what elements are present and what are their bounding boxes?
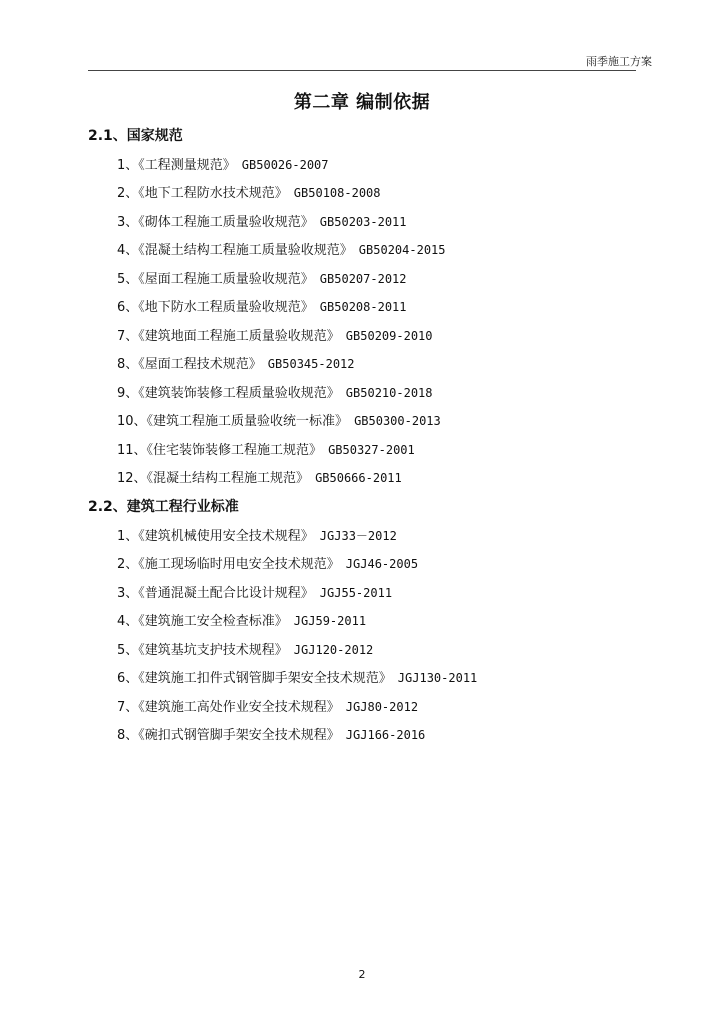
standard-code: GB50209-2010 — [345, 328, 433, 343]
item-number: 3、 — [117, 585, 139, 601]
list-item — [88, 407, 446, 436]
item-number: 1、 — [117, 157, 139, 173]
standard-code: GB50327-2001 — [328, 442, 415, 457]
item-number: 2、 — [117, 186, 139, 201]
standard-code: GB50203-2011 — [319, 214, 407, 229]
standard-code: JGJ46-2005 — [345, 557, 419, 571]
item-number: 12、 — [117, 471, 147, 486]
standard-code: JGJ33－2012 — [319, 528, 397, 543]
standard-code: GB50300-2013 — [354, 414, 441, 428]
standard-code: GB50666-2011 — [315, 471, 402, 485]
list-item — [88, 379, 446, 408]
standard-title: 《混凝土结构工程施工质量验收规范》 — [138, 243, 353, 258]
standard-title: 《屋面工程技术规范》 — [138, 357, 262, 372]
section-heading: 2.2、建筑工程行业标准 — [88, 499, 239, 515]
item-number: 5、 — [117, 642, 139, 658]
list-item — [88, 636, 477, 665]
item-number: 10、 — [117, 414, 147, 429]
list-item — [88, 293, 446, 322]
standard-title: 《工程测量规范》 — [138, 157, 236, 173]
list-item — [88, 236, 446, 265]
chapter-title: 第二章 编制依据 — [293, 92, 431, 113]
item-number: 4、 — [117, 614, 139, 629]
item-number: 7、 — [117, 328, 139, 344]
standard-title: 《地下工程防水技术规范》 — [138, 186, 288, 201]
list-item — [88, 436, 446, 465]
standard-title: 《屋面工程施工质量验收规范》 — [138, 271, 314, 287]
page-number: 2 — [358, 968, 366, 981]
standard-title: 《住宅装饰装修工程施工规范》 — [146, 442, 323, 458]
standard-title: 《普通混凝土配合比设计规程》 — [138, 585, 314, 601]
list-item — [88, 322, 446, 351]
list-item — [88, 208, 446, 237]
item-number: 8、 — [117, 357, 139, 372]
running-header: 雨季施工方案 — [586, 55, 652, 68]
list-item — [88, 350, 446, 379]
standard-title: 《混凝土结构工程施工规范》 — [146, 471, 310, 486]
section-heading: 2.1、国家规范 — [88, 128, 183, 144]
standard-title: 《施工现场临时用电安全技术规范》 — [138, 557, 340, 572]
list-item — [88, 664, 477, 693]
list-item — [88, 179, 446, 208]
list-item — [88, 522, 477, 551]
item-number: 3、 — [117, 214, 139, 230]
item-number: 1、 — [117, 528, 139, 544]
item-number: 8、 — [117, 728, 139, 743]
section-national-codes — [88, 122, 446, 493]
item-number: 7、 — [117, 699, 139, 715]
standard-code: JGJ120-2012 — [293, 642, 374, 657]
item-number: 2、 — [117, 557, 139, 572]
standard-code: JGJ55-2011 — [319, 585, 393, 600]
list-item — [88, 607, 477, 636]
standard-code: JGJ59-2011 — [293, 614, 367, 628]
standards-list — [88, 522, 477, 750]
standard-code: GB50207-2012 — [319, 271, 407, 286]
standard-code: GB50108-2008 — [293, 186, 381, 200]
item-number: 4、 — [117, 243, 139, 258]
item-number: 6、 — [117, 671, 139, 686]
standard-title: 《建筑装饰装修工程质量验收规范》 — [138, 385, 340, 401]
standard-code: GB50208-2011 — [319, 300, 407, 314]
list-item — [88, 693, 477, 722]
standard-title: 《砌体工程施工质量验收规范》 — [138, 214, 314, 230]
standard-code: GB50204-2015 — [358, 243, 446, 257]
item-number: 9、 — [117, 385, 139, 401]
item-number: 6、 — [117, 300, 139, 315]
item-number: 5、 — [117, 271, 139, 287]
item-number: 11、 — [117, 442, 147, 458]
list-item — [88, 464, 446, 493]
standard-title: 《建筑工程施工质量验收统一标准》 — [146, 414, 349, 429]
list-item — [88, 579, 477, 608]
standard-title: 《建筑施工高处作业安全技术规程》 — [138, 699, 340, 715]
list-item — [88, 151, 446, 180]
standard-title: 《建筑施工安全检查标准》 — [138, 614, 288, 629]
standard-title: 《碗扣式钢管脚手架安全技术规程》 — [138, 728, 340, 743]
standard-title: 《建筑机械使用安全技术规程》 — [138, 528, 314, 544]
list-item — [88, 265, 446, 294]
standard-code: JGJ80-2012 — [345, 699, 419, 714]
header-divider — [88, 70, 636, 71]
standard-code: JGJ130-2011 — [397, 671, 478, 685]
standard-title: 《建筑施工扣件式钢管脚手架安全技术规范》 — [138, 671, 392, 686]
standard-title: 《建筑地面工程施工质量验收规范》 — [138, 328, 340, 344]
list-item — [88, 550, 477, 579]
codes-list — [88, 151, 446, 493]
list-item — [88, 721, 477, 750]
standard-code: GB50026-2007 — [241, 157, 329, 172]
standard-code: GB50210-2018 — [345, 385, 433, 400]
section-industry-standards — [88, 493, 477, 750]
standard-title: 《地下防水工程质量验收规范》 — [138, 300, 314, 315]
standard-title: 《建筑基坑支护技术规程》 — [138, 642, 288, 658]
standard-code: GB50345-2012 — [267, 357, 355, 371]
standard-code: JGJ166-2016 — [345, 728, 426, 742]
